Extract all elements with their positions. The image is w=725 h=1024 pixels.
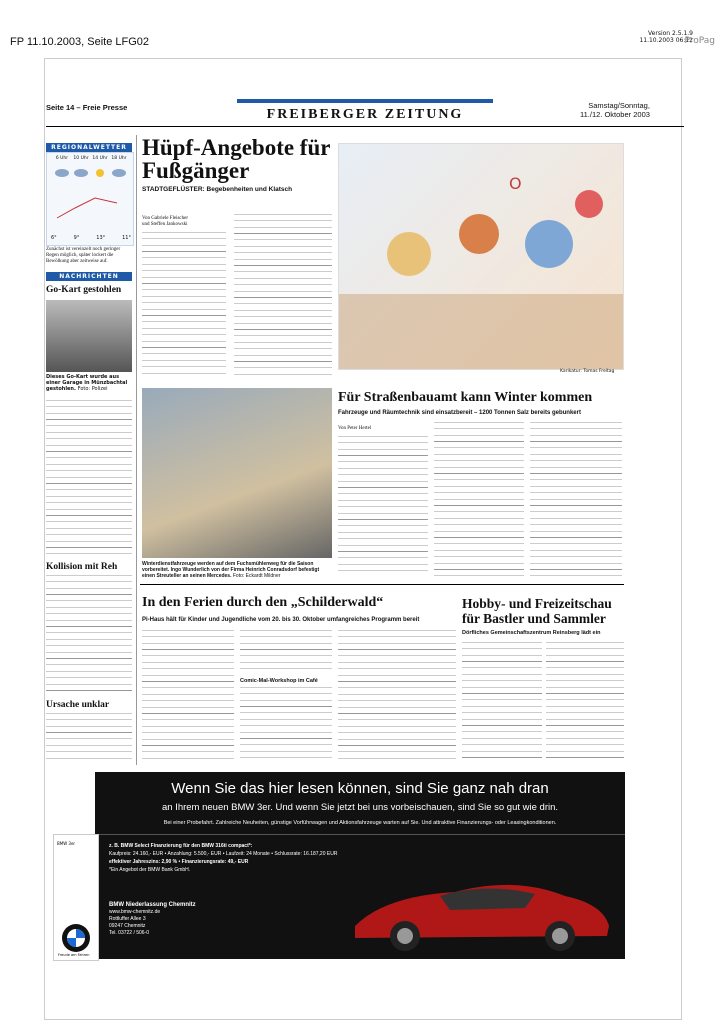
offer-note: *Ein Angebot der BMW Bank GmbH. <box>109 867 191 873</box>
news-title: NACHRICHTEN <box>46 272 132 281</box>
winter-subtitle: Fahrzeuge und Räumtechnik sind einsatzbereit – 1200 Tonnen Salz bereits gebunkert <box>338 410 581 416</box>
ad-offer-box <box>109 842 349 874</box>
ferien-headline: In den Ferien durch den „Schilderwald“ <box>142 595 384 610</box>
winter-text-col3 <box>530 422 622 576</box>
temp-4: 11° <box>122 235 131 241</box>
masthead <box>237 99 493 123</box>
cartoon-drawing <box>339 144 623 369</box>
ad-slogan: Freude am Fahren <box>58 953 90 957</box>
ad-headline-2: an Ihrem neuen BMW 3er. Und wenn Sie jetzt bei uns vorbeischauen, sind Sie so gut wie drin. <box>161 802 559 813</box>
winter-photo-caption <box>142 561 332 579</box>
weather-chart <box>47 163 133 233</box>
version-text: Version 2.5.1.9 <box>648 30 693 37</box>
gokart-photo <box>46 300 132 372</box>
weather-temps <box>51 235 131 241</box>
temp-2: 9° <box>73 235 80 241</box>
ursache-text <box>46 713 132 763</box>
ad-dealer-block <box>109 902 196 937</box>
hobby-text-col2 <box>546 642 624 760</box>
winter-caption-text: Winterdienstfahrzeuge werden auf dem Fuchsmühlenweg für die Saison vorbereitet. Ingo Wunderlich von der Firma Heinrich Conradsdorf befestigt einen Streuteller an seinen Mercedes. <box>142 561 320 579</box>
weather-day-1: 6 Uhr <box>55 156 69 161</box>
dealer-phone: Tel. 03722 / 506-0 <box>109 930 150 936</box>
bmw-advertisement <box>57 772 625 959</box>
dealer-name: BMW Niederlassung Chemnitz <box>109 902 196 908</box>
weather-day-4: 18 Uhr <box>111 156 127 161</box>
cloud-icon <box>55 169 69 177</box>
ferien-text-col3 <box>338 630 456 760</box>
news-headline-gokart: Go-Kart gestohlen <box>46 285 122 295</box>
reh-text <box>46 575 132 695</box>
header-rule <box>46 126 684 127</box>
pdf-page-info: FP 11.10.2003, Seite LFG02 <box>10 36 150 48</box>
winter-text-col2 <box>434 422 524 576</box>
dealer-addr-2: 09247 Chemnitz <box>109 923 146 929</box>
hobby-headline: Hobby- und Freizeitschau für Bastler und Sammler <box>462 596 612 626</box>
lead-subtitle: STADTGEFLÜSTER: Begebenheiten und Klatsch <box>142 186 293 193</box>
offer-title: z. B. BMW Select Finanzierung für den BMW 316ti compact*: <box>109 843 253 849</box>
winter-text-col1 <box>338 436 428 576</box>
lead-text-col1 <box>142 232 226 377</box>
winter-headline: Für Straßenbauamt kann Winter kommen <box>338 390 593 405</box>
lead-byline <box>142 216 188 228</box>
gokart-credit: Foto: Polizei <box>77 386 108 392</box>
news-headline-ursache: Ursache unklar <box>46 700 110 710</box>
winter-byline: Von Peter Hertel <box>338 426 372 431</box>
cartoon-illustration <box>338 143 624 370</box>
gokart-text <box>46 400 132 560</box>
cloud-icon <box>74 169 88 177</box>
temp-3: 13° <box>96 235 106 241</box>
datetime-text: 11.10.2003 06:12 <box>639 37 693 44</box>
date-line-1: Samstag/Sonntag, <box>588 101 650 110</box>
ferien-text-col2b <box>240 687 332 760</box>
cloud-icon <box>112 169 126 177</box>
propag-label: ProPag <box>684 36 715 46</box>
masthead-text: FREIBERGER ZEITUNG <box>266 107 464 122</box>
cartoon-credit: Karikatur: Tomas Freitag <box>560 369 615 374</box>
ferien-text-col1 <box>142 630 234 760</box>
ad-divider <box>95 834 625 835</box>
winter-photo-credit: Foto: Eckardt Mildner <box>232 573 281 579</box>
ferien-subtitle: Pi-Haus hält für Kinder und Jugendliche vom 20. bis 30. Oktober umfangreiches Programm bereit <box>142 617 420 623</box>
ad-headline-1: Wenn Sie das hier lesen können, sind Sie ganz nah dran <box>171 780 549 797</box>
gokart-caption <box>46 374 132 392</box>
sun-icon <box>96 169 104 177</box>
bmw-logo-icon <box>61 923 91 953</box>
car-image <box>345 856 615 956</box>
section-rule <box>140 584 624 585</box>
weather-box <box>46 152 134 246</box>
page-label: Seite 14 – Freie Presse <box>46 103 128 112</box>
weather-caption: Zunächst ist vereinzelt noch geringer Regen möglich, später lockert die Bewölkung aber zeitweise auf. <box>46 247 121 264</box>
svg-text:O: O <box>509 174 522 193</box>
byline-1: Von Gabriele Fleischer <box>142 216 189 221</box>
issue-date <box>580 101 650 119</box>
weather-day-2: 10 Uhr <box>73 156 89 161</box>
ferien-subhead: Comic-Mal-Workshop im Café <box>240 678 318 684</box>
hobby-text-col1 <box>462 642 542 760</box>
byline-2: und Steffen Jankowski <box>142 222 188 227</box>
dealer-web: www.bmw-chemnitz.de <box>109 909 161 915</box>
weather-day-3: 14 Uhr <box>92 156 108 161</box>
hobby-subtitle: Dörfliches Gemeinschaftszentrum Reinsberg lädt ein <box>462 630 601 636</box>
ferien-text-col2a <box>240 630 332 675</box>
ad-model-label: BMW 3er <box>57 841 76 846</box>
news-headline-reh: Kollision mit Reh <box>46 562 118 572</box>
ad-line-3: Bei einer Probefahrt. Zahlreiche Neuheiten, günstige Vorführwagen und Aktionsfahrzeuge warten auf Sie. Und attraktive Finanzierungs- oder Leasingkonditionen. <box>163 820 557 826</box>
offer-line-2: effektiver Jahreszins: 2,90 % • Finanzierungsrate: 49,- EUR <box>109 859 249 865</box>
date-line-2: 11./12. Oktober 2003 <box>580 110 650 119</box>
temp-1: 6° <box>51 235 57 241</box>
offer-line-1: Kaufpreis: 24.160,- EUR • Anzahlung: 5.500,- EUR • Laufzeit: 24 Monate • Schlussrate: 16.187,20 EUR <box>109 851 338 857</box>
temperature-line <box>57 198 117 218</box>
dealer-addr-1: Rottluffer Allee 3 <box>109 916 146 922</box>
lead-text-col2 <box>234 214 332 376</box>
gokart-caption-text: Dieses Go-Kart wurde aus einer Garage in Münzbachtal gestohlen. <box>46 374 128 392</box>
weather-title: REGIONALWETTER <box>46 143 132 152</box>
winter-service-photo <box>142 388 332 558</box>
column-divider <box>136 135 137 765</box>
lead-headline: Hüpf-Angebote für Fußgänger <box>142 135 331 183</box>
ad-side-panel <box>53 834 99 961</box>
